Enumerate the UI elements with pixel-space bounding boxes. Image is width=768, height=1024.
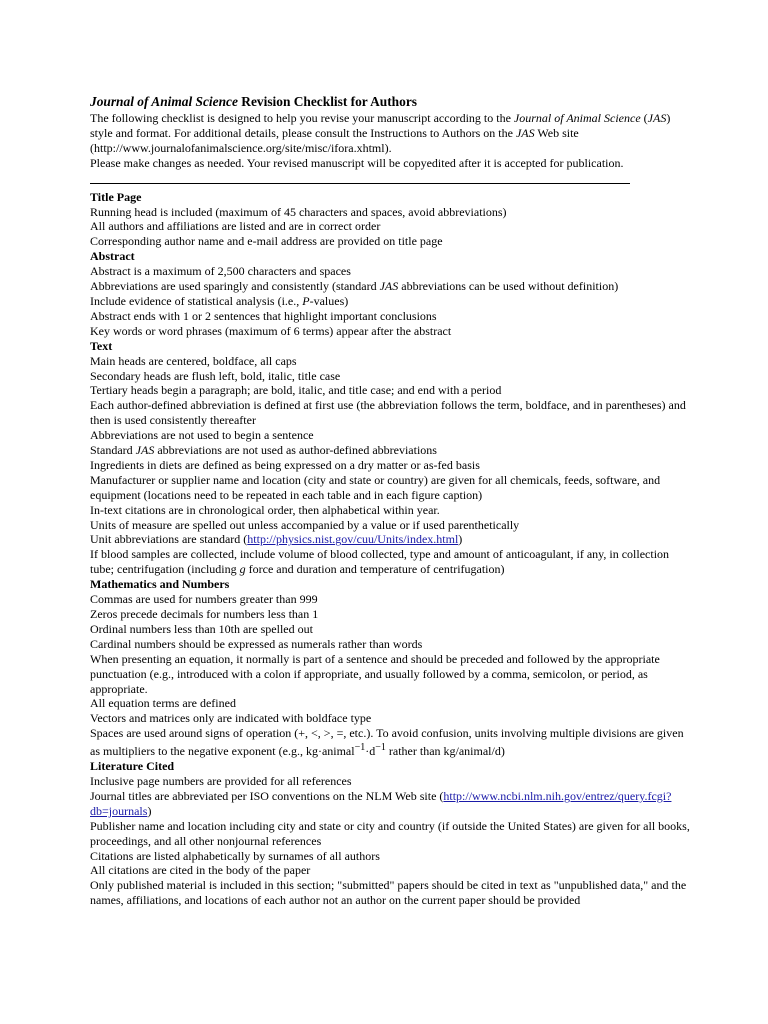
checklist-item: Abstract ends with 1 or 2 sentences that highlight important conclusions bbox=[90, 308, 437, 323]
item-text: ) bbox=[458, 532, 463, 547]
checklist-item bbox=[90, 547, 690, 577]
checklist-item: Abbreviations are not used to begin a sentence bbox=[90, 428, 314, 443]
item-text: Spaces are used around signs of operation (+, <, >, =, etc.). To avoid confusion, units involving multiple divisions are given as multipliers to the negative exponent (e.g., kg·animal bbox=[90, 726, 684, 759]
checklist-item: Zeros precede decimals for numbers less than 1 bbox=[90, 607, 319, 621]
checklist-item: Each author-defined abbreviation is defined at first use (the abbreviation follows the term, boldface, and in parentheses) and then is used consistently thereafter bbox=[90, 398, 686, 428]
checklist-item: Publisher name and location including city and state or city and country (if outside the United States) are given for all books, proceedings, and all other nonjournal references bbox=[90, 818, 690, 848]
checklist-item: Main heads are centered, boldface, all caps bbox=[90, 353, 297, 368]
checklist-item bbox=[90, 532, 690, 547]
item-text: If blood samples are collected, include volume of blood collected, type and amount of anticoagulant, if any, in collection tube; centrifugation (including bbox=[90, 547, 670, 577]
superscript: −1 bbox=[375, 742, 386, 754]
intro-abbrev: JAS bbox=[647, 111, 667, 125]
intro-text: Web site (http://www.journalofanimalscience.org/site/misc/ifora.xhtml). bbox=[90, 125, 579, 155]
checklist-item: When presenting an equation, it normally is part of a sentence and should be preceded and followed by the appropriate punctuation (e.g., introduced with a colon if appropriate, and usually followed by a comma, semicolon, or period, as appropriate. bbox=[90, 651, 660, 696]
superscript: −1 bbox=[354, 742, 366, 754]
item-text: ) bbox=[147, 803, 152, 818]
nlm-link[interactable]: http://www.ncbi.nlm.nih.gov/entrez/query.fcgi?db=journals bbox=[90, 788, 672, 818]
checklist-item bbox=[90, 443, 690, 458]
intro-abbrev: JAS bbox=[515, 125, 535, 140]
checklist-item: Tertiary heads begin a paragraph; are bold, italic, and title case; and end with a period bbox=[90, 383, 502, 398]
intro-text: The following checklist is designed to help you revise your manuscript according to the bbox=[90, 111, 514, 125]
section-heading-abstract: Abstract bbox=[90, 249, 135, 264]
checklist-item bbox=[90, 726, 690, 759]
section-heading-title-page: Title Page bbox=[90, 189, 142, 204]
item-text: Abbreviations are used sparingly and consistently (standard bbox=[90, 279, 380, 294]
item-text: Unit abbreviations are standard ( bbox=[90, 532, 248, 547]
divider bbox=[90, 183, 630, 184]
checklist-item: Corresponding author name and e-mail address are provided on title page bbox=[90, 234, 443, 249]
journal-name: Journal of Animal Science bbox=[90, 94, 238, 109]
item-text: abbreviations can be used without definition) bbox=[398, 279, 619, 294]
item-text: Include evidence of statistical analysis (i.e., bbox=[90, 293, 303, 308]
checklist-item: All equation terms are defined bbox=[90, 696, 236, 711]
checklist-item: Key words or word phrases (maximum of 6 terms) appear after the abstract bbox=[90, 323, 452, 338]
item-abbrev: JAS bbox=[379, 279, 399, 294]
checklist-item: Abstract is a maximum of 2,500 characters and spaces bbox=[90, 264, 351, 279]
checklist-item: Vectors and matrices only are indicated with boldface type bbox=[90, 711, 372, 726]
document-page bbox=[90, 93, 690, 908]
checklist-item: All citations are cited in the body of the paper bbox=[90, 863, 311, 878]
intro-journal-name: Journal of Animal Science bbox=[513, 111, 641, 125]
checklist-item bbox=[90, 294, 690, 309]
item-text: force and duration and temperature of centrifugation) bbox=[245, 562, 505, 577]
checklist-item: Manufacturer or supplier name and location (city and state or country) are given for all chemicals, feeds, software, and equipment (locations need to be repeated in each table and in each figure caption) bbox=[90, 472, 661, 502]
intro-text: ) style and format. For additional details, please consult the Instructions to Authors on the bbox=[90, 111, 671, 140]
checklist-item: Inclusive page numbers are provided for all references bbox=[90, 773, 352, 788]
document-title bbox=[90, 93, 690, 110]
item-text: abbreviations are not used as author-defined abbreviations bbox=[154, 443, 437, 458]
checklist-item: Ingredients in diets are defined as being expressed on a dry matter or as-fed basis bbox=[90, 457, 480, 472]
checklist-item bbox=[90, 789, 690, 819]
item-text: rather than kg/animal/d) bbox=[385, 744, 505, 759]
item-abbrev: JAS bbox=[135, 443, 155, 458]
item-text: ·d bbox=[365, 744, 376, 759]
section-heading-text: Text bbox=[90, 338, 113, 353]
item-text: Standard bbox=[90, 443, 136, 458]
checklist-item: Units of measure are spelled out unless accompanied by a value or if used parenthetically bbox=[90, 517, 520, 532]
units-link[interactable]: http://physics.nist.gov/cuu/Units/index.html bbox=[247, 532, 459, 547]
intro-text: ( bbox=[640, 111, 648, 125]
checklist-item: Citations are listed alphabetically by surnames of all authors bbox=[90, 848, 380, 863]
intro-paragraph bbox=[90, 111, 690, 156]
section-heading-math: Mathematics and Numbers bbox=[90, 577, 230, 592]
item-italic: g bbox=[239, 562, 246, 577]
checklist-item bbox=[90, 279, 690, 294]
checklist-item: Commas are used for numbers greater than 999 bbox=[90, 592, 318, 607]
intro-note: Please make changes as needed. Your revised manuscript will be copyedited after it is accepted for publication. bbox=[90, 155, 624, 170]
item-text: Journal titles are abbreviated per ISO conventions on the NLM Web site ( bbox=[90, 788, 444, 803]
checklist-item: Running head is included (maximum of 45 characters and spaces, avoid abbreviations) bbox=[90, 204, 507, 219]
title-suffix: Revision Checklist for Authors bbox=[237, 94, 417, 109]
section-heading-literature: Literature Cited bbox=[90, 759, 175, 774]
checklist-item: Only published material is included in this section; "submitted" papers should be cited in text as "unpublished data," and the names, affiliations, and locations of each author not an author on the current paper should be provided bbox=[90, 878, 687, 908]
item-italic: P bbox=[302, 293, 310, 308]
checklist-item: In-text citations are in chronological order, then alphabetical within year. bbox=[90, 502, 440, 517]
checklist-item: Ordinal numbers less than 10th are spelled out bbox=[90, 621, 313, 636]
checklist-item: Cardinal numbers should be expressed as numerals rather than words bbox=[90, 636, 423, 651]
item-text: -values) bbox=[309, 293, 349, 308]
checklist-item: Secondary heads are flush left, bold, italic, title case bbox=[90, 368, 341, 383]
checklist-item: All authors and affiliations are listed and are in correct order bbox=[90, 219, 381, 234]
